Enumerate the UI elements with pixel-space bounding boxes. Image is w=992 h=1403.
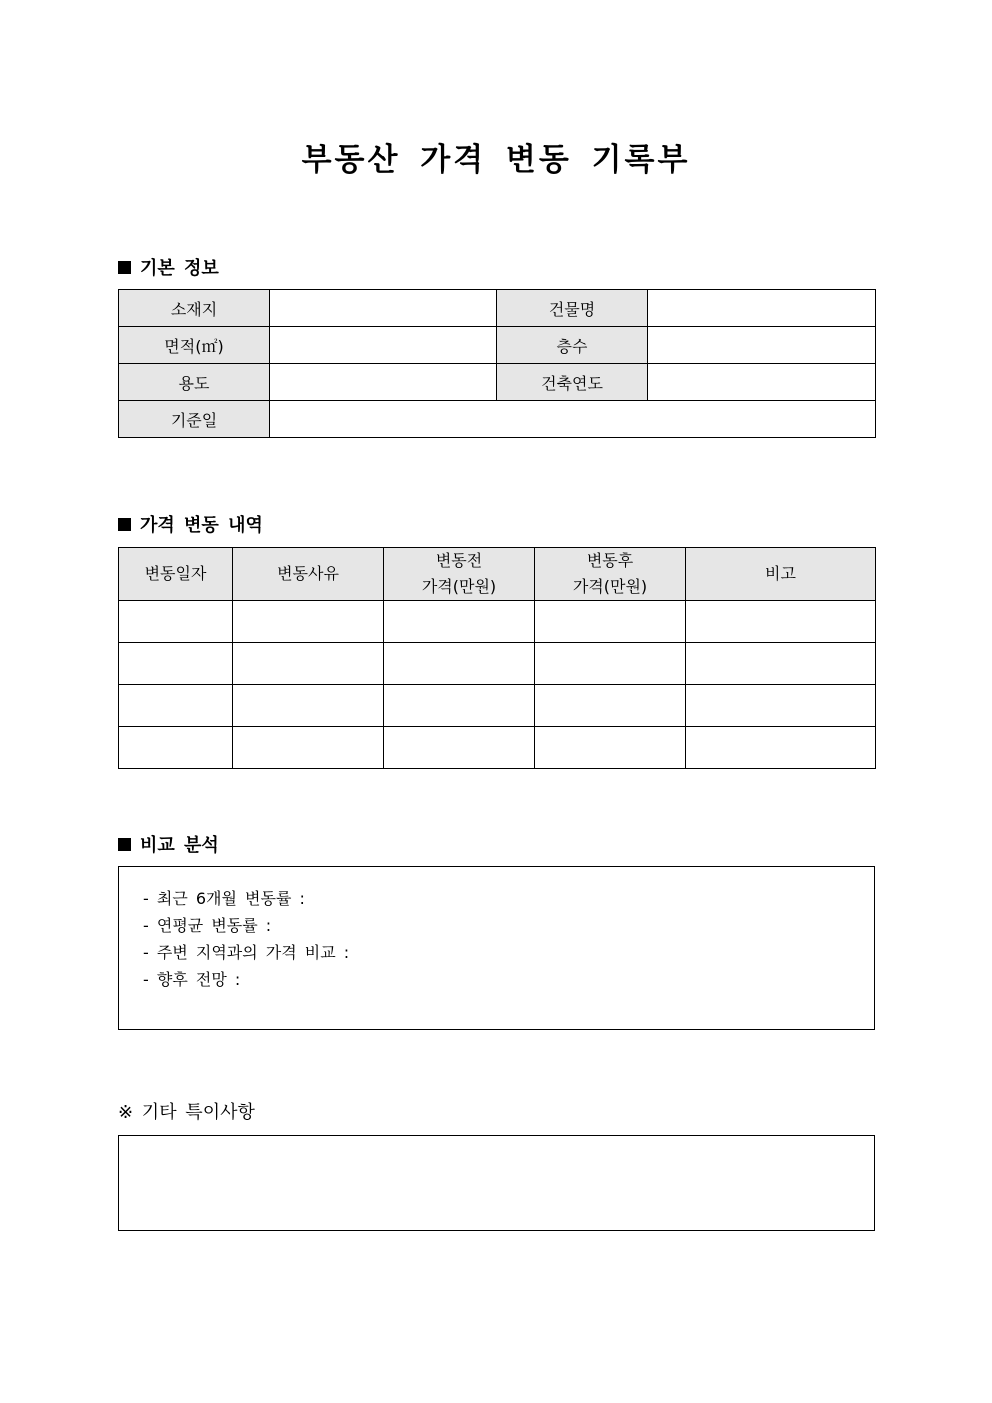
basic-info-row xyxy=(119,364,876,401)
table-cell[interactable] xyxy=(119,601,233,643)
table-cell[interactable] xyxy=(119,727,233,769)
basic-info-row xyxy=(119,290,876,327)
basic-info-row xyxy=(119,401,876,438)
table-cell[interactable] xyxy=(233,601,384,643)
building-name-field[interactable] xyxy=(648,290,876,327)
basic-info-row xyxy=(119,327,876,364)
comparison-heading xyxy=(118,831,219,857)
comparison-box[interactable] xyxy=(118,866,875,1030)
list-item: - 주변 지역과의 가격 비교 : xyxy=(143,943,350,962)
other-remarks-heading: ※ 기타 특이사항 xyxy=(118,1102,255,1123)
other-remarks-box[interactable] xyxy=(118,1135,875,1231)
table-cell[interactable] xyxy=(233,727,384,769)
table-row xyxy=(119,685,876,727)
table-cell[interactable] xyxy=(535,643,686,685)
comparison-list xyxy=(119,867,874,995)
column-header-remarks: 비고 xyxy=(686,548,876,601)
building-name-label: 건물명 xyxy=(497,290,648,327)
table-cell[interactable] xyxy=(119,643,233,685)
comparison-heading-text: 비교 분석 xyxy=(140,835,219,856)
table-cell[interactable] xyxy=(686,601,876,643)
list-item: - 연평균 변동률 : xyxy=(143,916,272,935)
usage-field[interactable] xyxy=(270,364,497,401)
table-cell[interactable] xyxy=(535,685,686,727)
reference-date-field[interactable] xyxy=(270,401,876,438)
table-cell[interactable] xyxy=(233,685,384,727)
table-cell[interactable] xyxy=(535,601,686,643)
column-header-change-date: 변동일자 xyxy=(119,548,233,601)
table-cell[interactable] xyxy=(686,727,876,769)
year-built-field[interactable] xyxy=(648,364,876,401)
location-field[interactable] xyxy=(270,290,497,327)
table-cell[interactable] xyxy=(686,685,876,727)
table-cell[interactable] xyxy=(384,685,535,727)
list-item: - 향후 전망 : xyxy=(143,970,241,989)
year-built-label: 건축연도 xyxy=(497,364,648,401)
table-cell[interactable] xyxy=(535,727,686,769)
column-header-change-reason: 변동사유 xyxy=(233,548,384,601)
area-label: 면적(㎡) xyxy=(119,327,270,364)
reference-date-label: 기준일 xyxy=(119,401,270,438)
page-title: 부동산 가격 변동 기록부 xyxy=(301,142,691,178)
table-cell[interactable] xyxy=(384,601,535,643)
floors-label: 층수 xyxy=(497,327,648,364)
price-history-table xyxy=(118,547,876,769)
usage-label: 용도 xyxy=(119,364,270,401)
square-bullet-icon xyxy=(118,518,131,531)
table-header-row xyxy=(119,548,876,601)
area-field[interactable] xyxy=(270,327,497,364)
square-bullet-icon xyxy=(118,838,131,851)
table-cell[interactable] xyxy=(119,685,233,727)
location-label: 소재지 xyxy=(119,290,270,327)
basic-info-heading-text: 기본 정보 xyxy=(140,258,219,279)
floors-field[interactable] xyxy=(648,327,876,364)
basic-info-table xyxy=(118,289,876,438)
table-row xyxy=(119,727,876,769)
basic-info-heading xyxy=(118,254,219,280)
table-cell[interactable] xyxy=(384,727,535,769)
table-cell[interactable] xyxy=(686,643,876,685)
column-header-price-before: 변동전 가격(만원) xyxy=(384,548,535,601)
column-header-price-after: 변동후 가격(만원) xyxy=(535,548,686,601)
price-history-heading-text: 가격 변동 내역 xyxy=(140,515,263,536)
table-row xyxy=(119,601,876,643)
price-history-heading xyxy=(118,511,263,537)
table-cell[interactable] xyxy=(233,643,384,685)
table-cell[interactable] xyxy=(384,643,535,685)
list-item: - 최근 6개월 변동률 : xyxy=(143,889,305,908)
table-row xyxy=(119,643,876,685)
square-bullet-icon xyxy=(118,261,131,274)
